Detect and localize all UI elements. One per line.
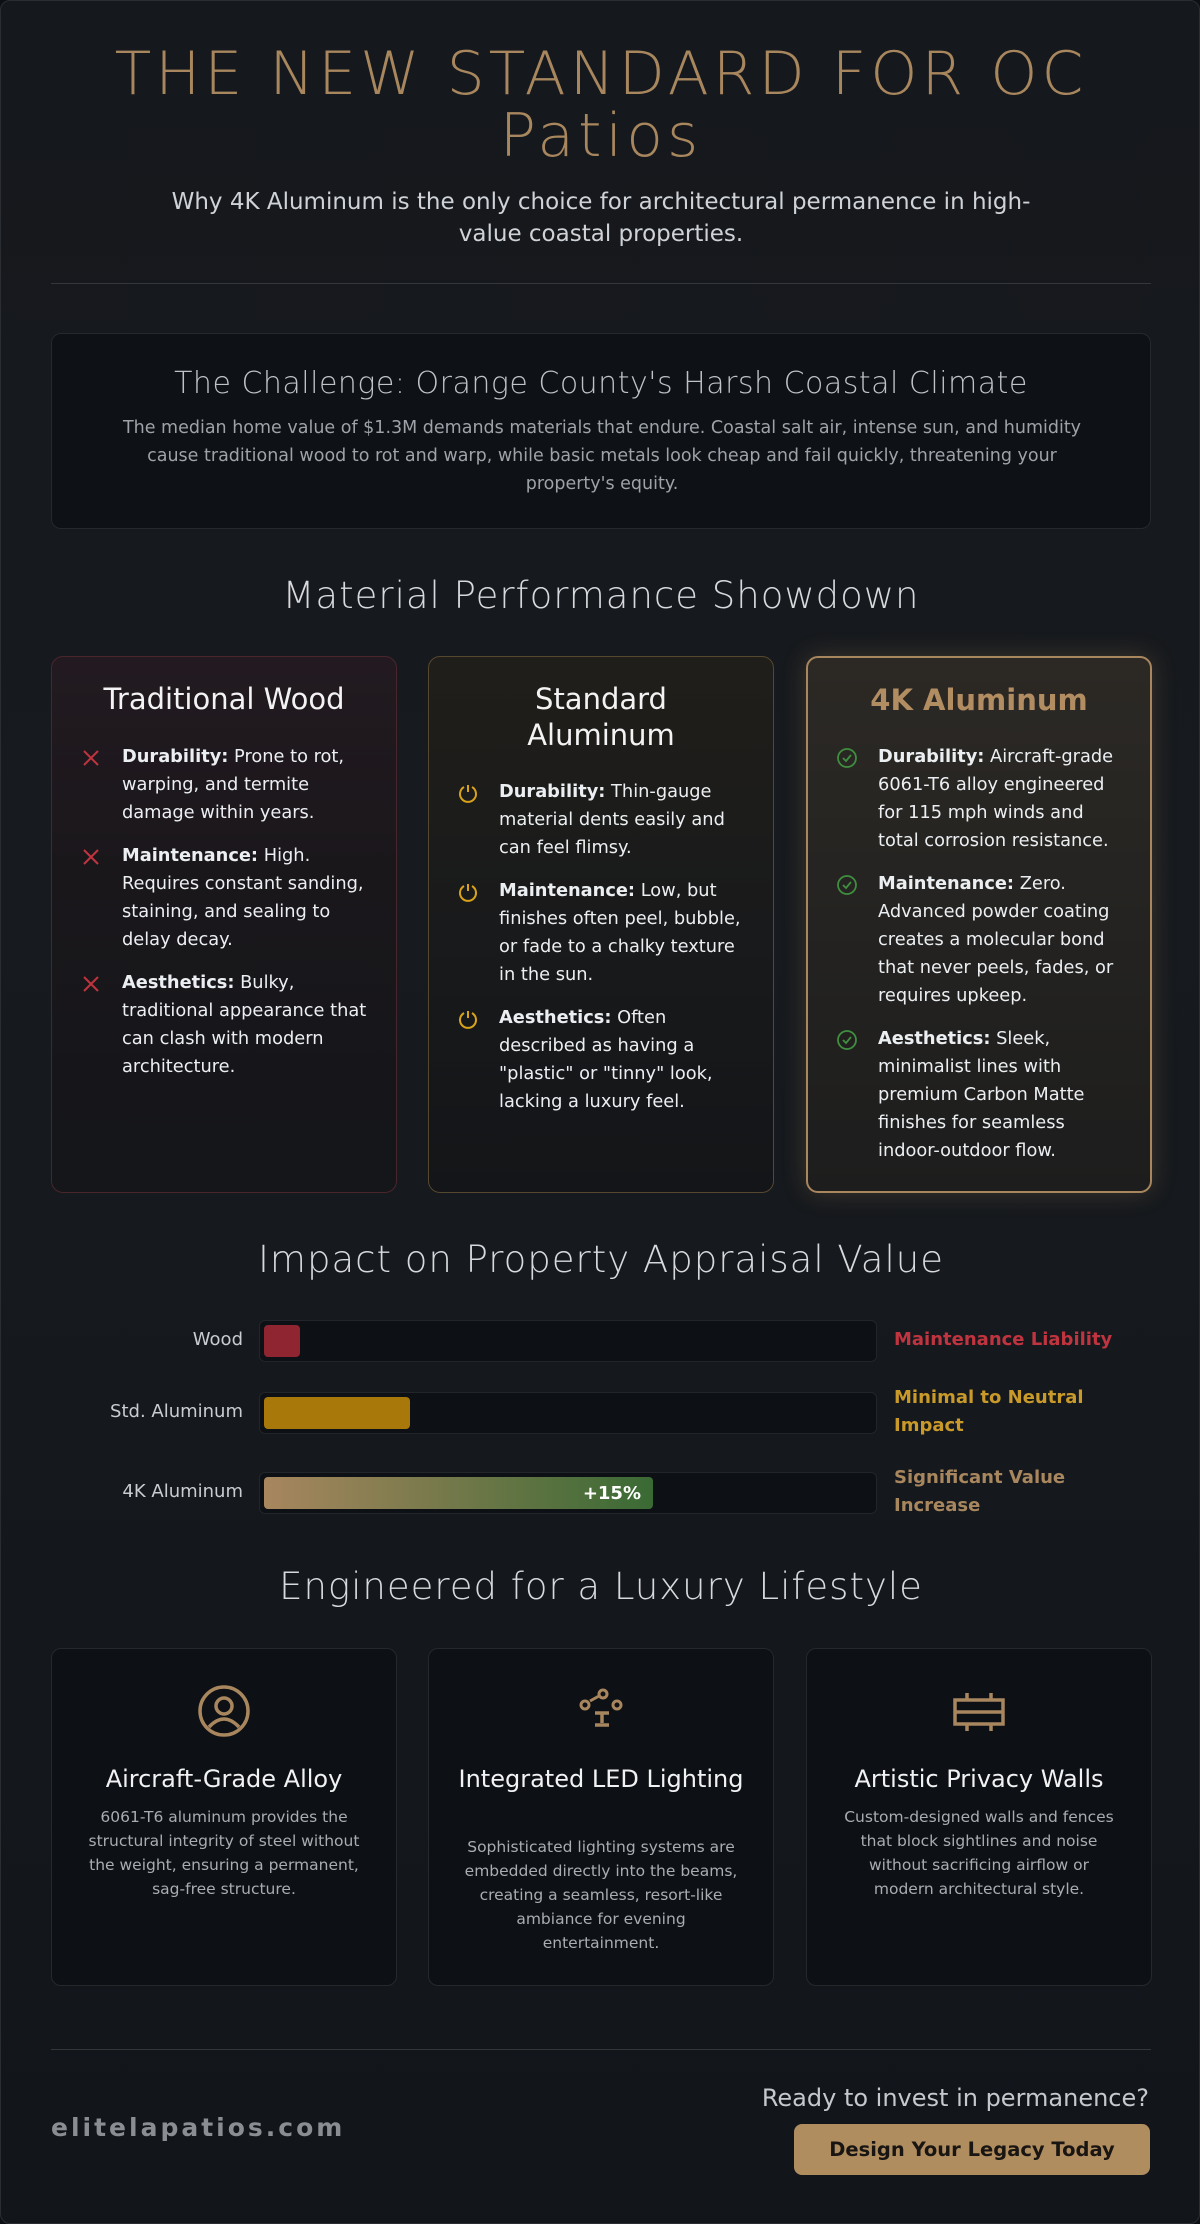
- bar-note-std-aluminum: Minimal to Neutral Impact: [894, 1387, 1084, 1436]
- hero-subtitle: Why 4K Aluminum is the only choice for architectural permanence in high-value coastal properties.: [171, 189, 1031, 247]
- feature-text: 6061-T6 aluminum provides the structural integrity of steel without the weight, ensuring a permanent, sag-free structure.: [88, 1808, 360, 1898]
- bar-track-4k-aluminum: [259, 1472, 877, 1514]
- bar-track-std-aluminum: [259, 1392, 877, 1434]
- bar-value-label: +15%: [582, 1483, 641, 1504]
- card-4k-aluminum: [806, 656, 1152, 1193]
- bar-fill-wood: [264, 1325, 300, 1357]
- card-standard-aluminum: [428, 656, 774, 1193]
- challenge-body: The median home value of $1.3M demands materials that endure. Coastal salt air, intense sun, and humidity cause traditional wood to rot and warp, while basic metals look cheap and fail quickly, threatening your property's equity.: [122, 418, 1082, 494]
- list-item: Durability: Aircraft-grade 6061-T6 alloy engineered for 115 mph winds and total corrosion resistance.: [836, 743, 1128, 855]
- lighting-icon: [573, 1683, 629, 1739]
- card-list: [457, 778, 751, 1131]
- x-icon: [80, 973, 102, 995]
- bar-note-wood: Maintenance Liability: [894, 1329, 1113, 1350]
- footer-divider: [51, 2049, 1151, 2050]
- divider: [51, 283, 1151, 284]
- alert-circle-icon: [457, 881, 479, 903]
- bar-label-4k-aluminum: 4K Aluminum: [122, 1481, 243, 1502]
- brand-logo: elitelapatios.com: [51, 2113, 346, 2142]
- list-item: Maintenance: Low, but finishes often peel, bubble, or fade to a chalky texture in the sun.: [457, 877, 751, 989]
- feature-title: Integrated LED Lighting: [458, 1765, 744, 1793]
- card-title: Traditional Wood: [103, 682, 345, 716]
- design-your-legacy-button[interactable]: Design Your Legacy Today: [794, 2124, 1150, 2175]
- feature-card-alloy: [51, 1648, 397, 1986]
- card-list: [80, 743, 374, 1096]
- features-title: Engineered for a Luxury Lifestyle: [279, 1565, 923, 1608]
- cta-question: Ready to invest in permanence?: [761, 2084, 1149, 2112]
- appraisal-title: Impact on Property Appraisal Value: [258, 1238, 944, 1281]
- list-item: Durability: Prone to rot, warping, and termite damage within years.: [80, 743, 374, 827]
- list-item: Maintenance: Zero. Advanced powder coating creates a molecular bond that never peels, fades, or requires upkeep.: [836, 870, 1128, 1010]
- list-item: Aesthetics: Often described as having a "plastic" or "tinny" look, lacking a luxury feel.: [457, 1004, 751, 1116]
- privacy-wall-icon: [951, 1683, 1007, 1739]
- card-list: [836, 743, 1128, 1180]
- list-item: Aesthetics: Bulky, traditional appearance that can clash with modern architecture.: [80, 969, 374, 1081]
- feature-title: Aircraft-Grade Alloy: [105, 1765, 343, 1793]
- check-circle-icon: [836, 874, 858, 896]
- check-circle-icon: [836, 747, 858, 769]
- x-icon: [80, 747, 102, 769]
- card-traditional-wood: [51, 656, 397, 1193]
- hero-title-line1: THE NEW STANDARD FOR OC: [114, 39, 1088, 109]
- list-item: Aesthetics: Sleek, minimalist lines with premium Carbon Matte finishes for seamless indoor-outdoor flow.: [836, 1025, 1128, 1165]
- bar-fill-std-aluminum: [264, 1397, 410, 1429]
- challenge-panel: [51, 333, 1151, 529]
- x-icon: [80, 846, 102, 868]
- feature-title: Artistic Privacy Walls: [854, 1765, 1104, 1793]
- hero-title-line2: Patios: [499, 101, 703, 171]
- bar-label-wood: Wood: [192, 1329, 243, 1350]
- bar-track-wood: [259, 1320, 877, 1362]
- list-item: Maintenance: High. Requires constant sanding, staining, and sealing to delay decay.: [80, 842, 374, 954]
- feature-text: Sophisticated lighting systems are embedded directly into the beams, creating a seamless, resort-like ambiance for evening entertainment.: [464, 1838, 738, 1952]
- check-circle-icon: [836, 1029, 858, 1051]
- bar-label-std-aluminum: Std. Aluminum: [110, 1401, 243, 1422]
- list-item: Durability: Thin-gauge material dents easily and can feel flimsy.: [457, 778, 751, 862]
- card-title: 4K Aluminum: [870, 683, 1088, 717]
- bar-fill-4k-aluminum: [264, 1477, 653, 1509]
- challenge-title: The Challenge: Orange County's Harsh Coastal Climate: [174, 366, 1028, 401]
- user-circle-icon: [196, 1683, 252, 1739]
- feature-text: Custom-designed walls and fences that block sightlines and noise without sacrificing airflow or modern architectural style.: [844, 1808, 1114, 1898]
- hero-title: [51, 39, 1151, 171]
- showdown-title: Material Performance Showdown: [282, 574, 920, 617]
- alert-circle-icon: [457, 1008, 479, 1030]
- bar-note-4k-aluminum: Significant Value Increase: [894, 1467, 1066, 1516]
- alert-circle-icon: [457, 782, 479, 804]
- feature-card-privacy: [806, 1648, 1152, 1986]
- card-title: Standard Aluminum: [527, 682, 675, 752]
- feature-card-lighting: [428, 1648, 774, 1986]
